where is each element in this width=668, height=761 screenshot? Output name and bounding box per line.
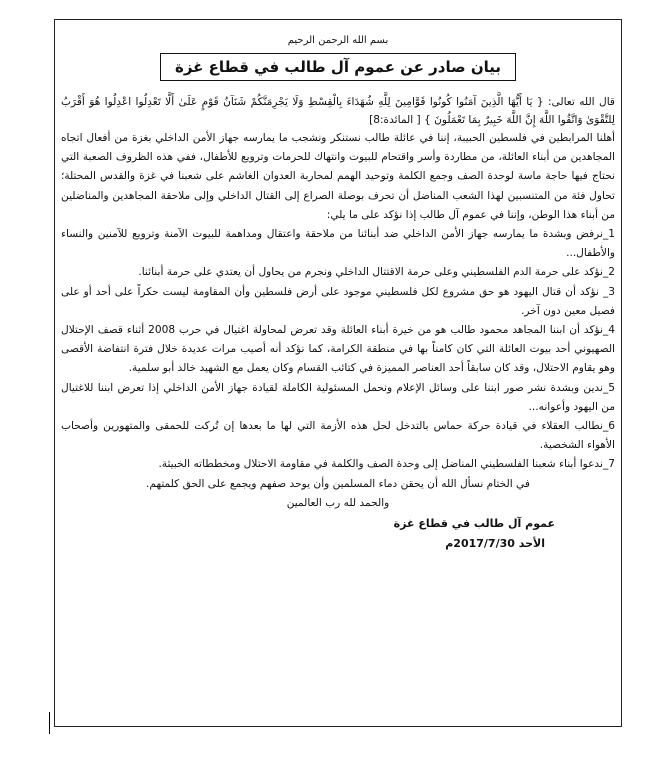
document-frame [54, 19, 622, 727]
point-5: 5_ندين وبشدة نشر صور ابننا على وسائل الإعلام ونحمل المسئولية الكاملة لقيادة جهاز الأمن الداخلي إذا تعرض ابننا للاغتيال من اليهود وأعوانه... [61, 381, 615, 413]
praise-line: والحمد لله رب العالمين [286, 496, 390, 509]
point-7: 7_ندعوا أبناء شعبنا الفلسطيني المناضل إلى وحدة الصف والكلمة في مقاومة الاحتلال ومخططاته الخبيثة. [158, 458, 615, 471]
signature-block [61, 514, 627, 554]
signature-date: الأحد 2017/7/30م [445, 536, 545, 550]
statement-title: بيان صادر عن عموم آل طالب في قطاع غزة [160, 53, 516, 81]
basmala: بسم الله الرحمن الرحيم [287, 35, 389, 46]
closing-prayer: في الختام نسأل الله أن يحقن دماء المسلمين وأن يوحد صفهم ويجمع على الحق كلمتهم. [146, 477, 530, 490]
statement-body [61, 93, 615, 494]
document-content [61, 34, 615, 554]
point-4: 4_نؤكد أن ابننا المجاهد محمود طالب هو من خيرة أبناء العائلة وقد تعرض لمحاولة اغتيال في حرب 2008 أثناء قصف الإحتلال الصهيوني أحد بيوت العائلة التي كان كامناً بها في منطقة الكرامة، كما نؤكد أنه أصيب مرات عديدة خلال فترة انتفاضة الأقصى وهو يقاوم الاحتلال، وقد كان سابقاً أحد العناصر المميزة في كتائب القسام وكان يعمل مع الشهيد خالد أبو سلمية. [61, 324, 615, 375]
quran-verse: قال الله تعالى: { يَا أَيُّهَا الَّذِينَ آمَنُوا كُونُوا قَوَّامِينَ لِلَّهِ شُهَدَاءَ بِالْقِسْطِ وَلَا يَجْرِمَنَّكُمْ شَنَآنُ قَوْمٍ عَلَىٰ أَلَّا تَعْدِلُوا اعْدِلُوا هُوَ أَقْرَبُ لِلتَّقْوَىٰ وَاتَّقُوا اللَّهَ إِنَّ اللَّهَ خَبِيرٌ بِمَا تَعْمَلُونَ } [ المائدة:8] [61, 96, 615, 126]
point-6: 6_نطالب العقلاء في قيادة حركة حماس بالتدخل لحل هذه الأزمة التي لها ما بعدها إن تُركت للحمقى والمتهورين وأصحاب الأهواء الشخصية. [61, 420, 615, 452]
point-3: 3_ نؤكد أن قتال اليهود هو حق مشروع لكل فلسطيني موجود على أرض فلسطين وأن المقاومة ليست حكراً على أحد أو على فصيل معين دون آخر. [61, 285, 615, 317]
intro-paragraph: أهلنا المرابطين في فلسطين الحبيبة، إننا في عائلة طالب نستنكر ونشجب ما يمارسه جهاز الأمن الداخلي بغزة من أفعال اتجاه المجاهدين من أبناء العائلة، من مطاردة وأسر واقتحام للبيوت وانتهاك للحرمات وترويع للأطفال، ففي هذه الظروف الصعبة التي نحتاج فيها حاجة ماسة لوحدة الصف وجمع الكلمة وتوحيد الهمم لمحاربة العدوان الغاشم على شعبنا في غزة والقدس المحتلة؛ تحاول فئة من المتنسبين لهذا الشعب المناضل أن تحرف بوصلة الصراع إلى القتال الداخلي وإلى ملاحقة المجاهدين والمناضلين من أبناء هذا الوطن، وإننا في عموم آل طالب إذا نؤكد على ما يلي: [61, 132, 615, 221]
signature-name: عموم آل طالب في قطاع غزة [393, 516, 555, 530]
title-wrapper [61, 53, 615, 81]
bottom-rule [54, 726, 622, 727]
text-cursor-mark [49, 712, 50, 734]
point-1: 1_نرفض وبشدة ما يمارسه جهاز الأمن الداخلي ضد أبنائنا من ملاحقة واعتقال ومداهمة للبيوت الآمنة وترويع للآمنين والنساء والأطفال... [61, 228, 615, 260]
point-2: 2_نؤكد على حرمة الدم الفلسطيني وعلى حرمة الاقتتال الداخلي ونجرم من يحاول أن يعتدي على حرمة أبنائنا. [138, 266, 615, 279]
